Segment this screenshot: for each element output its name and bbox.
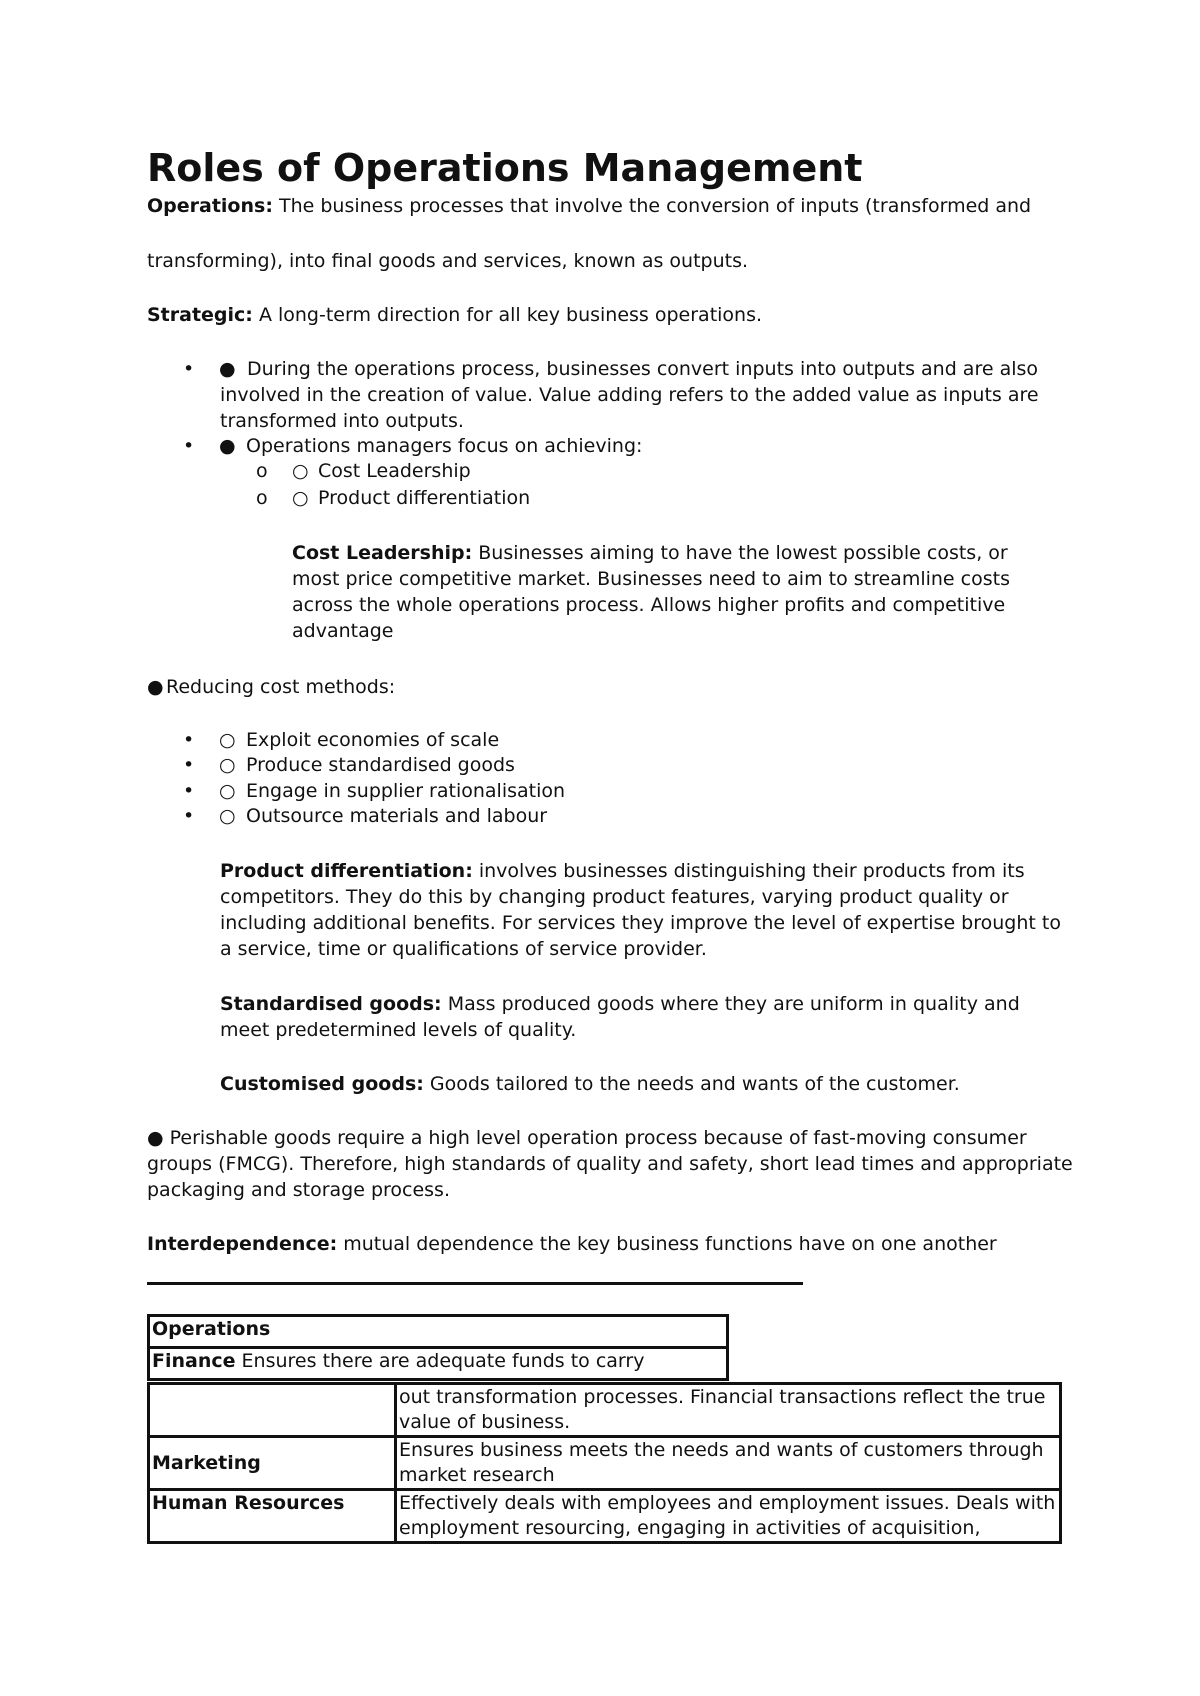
operations-definition (147, 193, 1031, 219)
strategic-text: A long-term direction for all key business operations. (252, 304, 763, 326)
operations-text-line1: The business processes that involve the conversion of inputs (transformed and (272, 195, 1032, 217)
hollow-bullet-icon: ○ (292, 487, 309, 509)
table-header-operations: Operations (152, 1318, 271, 1340)
hollow-bullet-icon: ○ (292, 460, 309, 482)
table-cell (149, 1384, 396, 1437)
table-label-marketing: Marketing (152, 1451, 261, 1474)
main-bullet-1: During the operations process, businesses convert inputs into outputs and are also involved in the creation of value. Value adding refers to the added value as inputs are transformed into outputs. (220, 358, 1039, 432)
filled-bullet-icon: ● (219, 358, 236, 380)
standardised-goods-text: Mass produced goods where they are uniform in quality and meet predetermined levels of quality. (220, 993, 1020, 1041)
sub-bullet-icon: o (256, 487, 268, 509)
operations-text-line2: transforming), into final goods and services, known as outputs. (147, 250, 749, 272)
table-label-human-resources: Human Resources (152, 1492, 345, 1514)
table-cell-finance (149, 1348, 728, 1380)
table-text-marketing: Ensures business meets the needs and wants of customers through market research (399, 1439, 1044, 1486)
table-cell (396, 1384, 1061, 1437)
hollow-bullet-icon: ○ (219, 729, 236, 751)
standardised-goods-term: Standardised goods: (220, 993, 442, 1015)
bullet-icon: • (183, 358, 195, 380)
main-bullet-2: Operations managers focus on achieving: (246, 435, 643, 457)
horizontal-rule (147, 1282, 803, 1285)
table-row (149, 1348, 728, 1380)
reducing-cost-heading: Reducing cost methods: (166, 676, 396, 698)
table-row (149, 1316, 728, 1348)
table-text-finance-b: out transformation processes. Financial transactions reflect the true value of business. (399, 1386, 1046, 1433)
bullet-icon: • (183, 805, 195, 827)
hollow-bullet-icon: ○ (219, 754, 236, 776)
customised-goods-text: Goods tailored to the needs and wants of the customer. (423, 1073, 960, 1095)
table-label-finance: Finance (152, 1350, 236, 1372)
filled-bullet-icon: ● (147, 1127, 164, 1149)
bullet-icon: • (183, 729, 195, 751)
standardised-goods-definition (220, 991, 1070, 1043)
product-differentiation-text: involves businesses distinguishing their products from its competitors. They do this by changing product features, varying product quality or including additional benefits. For services they improve the level of expertise brought to a service, time or qualifications of service provider. (220, 860, 1061, 960)
interdependence-text: mutual dependence the key business functions have on one another (337, 1233, 997, 1255)
operations-term: Operations: (147, 195, 273, 217)
reducing-method: Outsource materials and labour (246, 805, 548, 827)
bullet-icon: • (183, 780, 195, 802)
table-cell (396, 1490, 1061, 1543)
table-row (149, 1437, 1061, 1490)
functions-table-top (147, 1314, 729, 1381)
table-row (149, 1490, 1061, 1543)
table-text-human-resources: Effectively deals with employees and employment issues. Deals with employment resourcing, engaging in activities of acquisition, (399, 1492, 1056, 1539)
product-differentiation-term: Product differentiation: (220, 860, 473, 882)
hollow-bullet-icon: ○ (219, 780, 236, 802)
cost-leadership-definition (292, 540, 1052, 644)
reducing-method: Produce standardised goods (246, 754, 515, 776)
table-cell (149, 1437, 396, 1490)
table-cell (149, 1490, 396, 1543)
focus-item: Cost Leadership (318, 460, 471, 482)
table-header-cell (149, 1316, 728, 1348)
bullet-icon: • (183, 754, 195, 776)
strategic-term: Strategic: (147, 304, 253, 326)
hollow-bullet-icon: ○ (219, 805, 236, 827)
perishable-goods-text: Perishable goods require a high level operation process because of fast-moving consumer groups (FMCG). Therefore, high standards of quality and safety, short lead times and appropriate packaging and storage process. (147, 1127, 1073, 1201)
table-text-finance-a: Ensures there are adequate funds to carry (235, 1350, 645, 1372)
sub-bullet-icon: o (256, 460, 268, 482)
functions-table (147, 1382, 1062, 1544)
focus-item: Product differentiation (318, 487, 531, 509)
cost-leadership-term: Cost Leadership: (292, 542, 473, 564)
product-differentiation-definition (220, 858, 1070, 962)
reducing-method: Exploit economies of scale (246, 729, 500, 751)
interdependence-definition (147, 1231, 997, 1257)
filled-bullet-icon: ● (219, 435, 236, 457)
interdependence-term: Interdependence: (147, 1233, 338, 1255)
table-row (149, 1384, 1061, 1437)
page-title: Roles of Operations Management (147, 146, 863, 190)
cost-leadership-text: Businesses aiming to have the lowest possible costs, or most price competitive market. Businesses need to aim to streamline costs across the whole operations process. Allows higher profits and competitive advantage (292, 542, 1010, 642)
customised-goods-definition (220, 1071, 960, 1097)
reducing-method: Engage in supplier rationalisation (246, 780, 566, 802)
bullet-icon: • (183, 435, 195, 457)
strategic-definition (147, 302, 762, 328)
filled-bullet-icon: ● (147, 676, 164, 698)
customised-goods-term: Customised goods: (220, 1073, 424, 1095)
perishable-goods-paragraph (147, 1125, 1082, 1203)
table-cell (396, 1437, 1061, 1490)
